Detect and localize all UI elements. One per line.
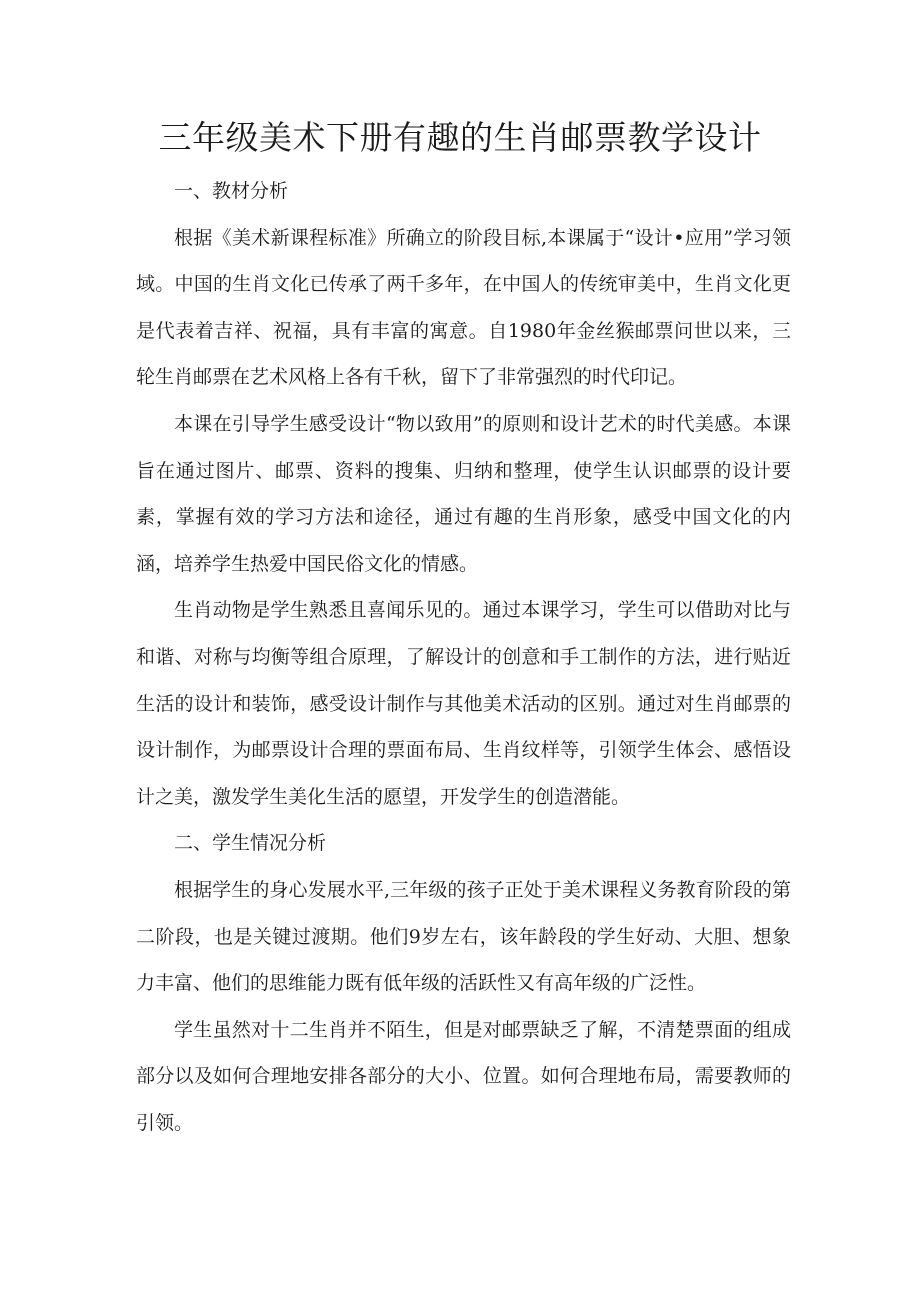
paragraph: 生肖动物是学生熟悉且喜闻乐见的。通过本课学习，学生可以借助对比与和谐、对称与均衡等组合原理，了解设计的创意和手工制作的方法，进行贴近生活的设计和装饰，感受设计制作与其他美术活动的区别。通过对生肖邮票的设计制作，为邮票设计合理的票面布局、生肖纹样等，引领学生体会、感悟设计之美，激发学生美化生活的愿望，开发学生的创造潜能。 [136, 599, 791, 808]
document-title: 三年级美术下册有趣的生肖邮票教学设计 [158, 118, 762, 157]
paragraph: 本课在引导学生感受设计“物以致用”的原则和设计艺术的时代美感。本课旨在通过图片、邮票、资料的搜集、归纳和整理，使学生认识邮票的设计要素，掌握有效的学习方法和途径，通过有趣的生肖形象，感受中国文化的内涵，培养学生热爱中国民俗文化的情感。 [136, 412, 791, 575]
paragraph: 根据学生的身心发展水平,三年级的孩子正处于美术课程义务教育阶段的第二阶段，也是关键过渡期。他们9岁左右，该年龄段的学生好动、大胆、想象力丰富、他们的思维能力既有低年级的活跃性又有高年级的广泛性。 [136, 878, 791, 995]
paragraph: 学生虽然对十二生肖并不陌生，但是对邮票缺乏了解，不清楚票面的组成部分以及如何合理地安排各部分的大小、位置。如何合理地布局，需要教师的引领。 [136, 1018, 791, 1134]
section-heading-textbook-analysis: 一、教材分析 [174, 180, 289, 202]
section-heading-student-analysis: 二、学生情况分析 [174, 832, 327, 855]
document-body [136, 168, 791, 1146]
paragraph: 根据《美术新课程标准》所确立的阶段目标,本课属于“设计•应用”学习领域。中国的生肖文化已传承了两千多年，在中国人的传统审美中，生肖文化更是代表着吉祥、祝福，具有丰富的寓意。自1980年金丝猴邮票问世以来，三轮生肖邮票在艺术风格上各有千秋，留下了非常强烈的时代印记。 [136, 226, 791, 389]
